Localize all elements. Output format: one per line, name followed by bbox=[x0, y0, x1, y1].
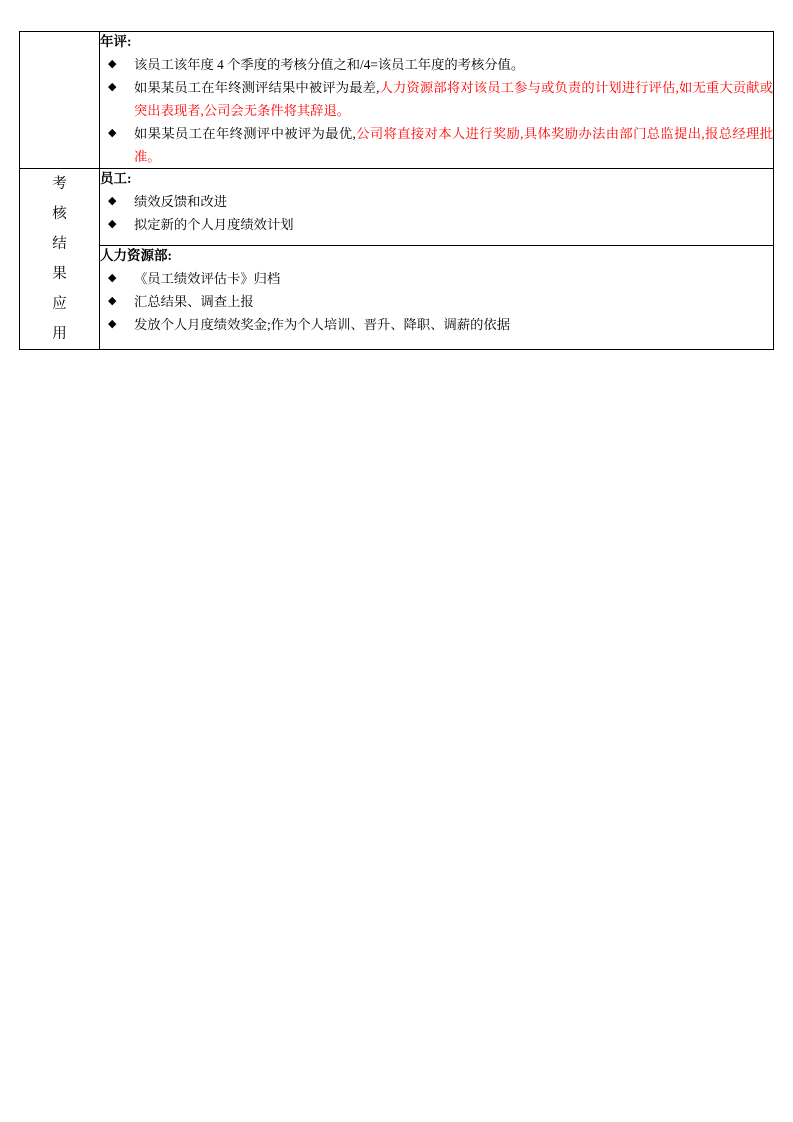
table-row-annual-review bbox=[20, 32, 774, 169]
list-item-text: 拟定新的个人月度绩效计划 bbox=[134, 217, 294, 232]
list-item-text: 发放个人月度绩效奖金;作为个人培训、晋升、降职、调薪的依据 bbox=[134, 317, 511, 333]
section-title-employee: 员工: bbox=[100, 171, 132, 186]
list-item bbox=[100, 267, 773, 290]
list-item bbox=[100, 76, 773, 122]
list-item bbox=[100, 122, 773, 168]
label-char: 应 bbox=[52, 296, 67, 312]
hr-department-cell bbox=[100, 246, 774, 350]
bullet-icon: ◆ bbox=[108, 81, 117, 93]
list-item-text-red: 公司将直接对本人进行奖励,具体奖励办法由部门总监提出,报总经理批准。 bbox=[134, 126, 774, 164]
bullet-icon: ◆ bbox=[108, 218, 117, 230]
hr-department-bullet-list bbox=[100, 267, 773, 336]
label-char: 考 bbox=[52, 176, 67, 192]
bullet-icon: ◆ bbox=[108, 295, 117, 308]
label-char: 果 bbox=[52, 266, 67, 282]
list-item-text-black: 如果某员工在年终测评结果中被评为最差, bbox=[134, 80, 380, 95]
list-item bbox=[100, 190, 773, 213]
table-row-hr-department bbox=[20, 246, 774, 350]
annual-review-bullet-list bbox=[100, 53, 773, 168]
list-item-text-red: 人力资源部将对该员工参与或负责的计划进行评估,如无重大贡献或突出表现者,公司会无条件将其辞退。 bbox=[134, 80, 774, 118]
empty-label-cell bbox=[20, 32, 100, 169]
section-title-hr-department: 人力资源部: bbox=[100, 248, 172, 264]
label-char: 核 bbox=[52, 206, 67, 222]
label-char: 结 bbox=[52, 236, 67, 252]
employee-cell bbox=[100, 169, 774, 246]
label-char: 用 bbox=[52, 326, 67, 342]
bullet-icon: ◆ bbox=[108, 127, 117, 139]
list-item bbox=[100, 313, 773, 336]
list-item bbox=[100, 213, 773, 236]
list-item-text: 该员工该年度 4 个季度的考核分值之和/4=该员工年度的考核分值。 bbox=[134, 57, 525, 72]
employee-bullet-list bbox=[100, 190, 773, 236]
list-item bbox=[100, 290, 773, 313]
table-row-employee bbox=[20, 169, 774, 246]
performance-result-table bbox=[19, 31, 774, 350]
list-item-text: 《员工绩效评估卡》归档 bbox=[134, 271, 281, 287]
list-item-text: 汇总结果、调查上报 bbox=[134, 294, 254, 310]
bullet-icon: ◆ bbox=[108, 195, 117, 207]
vertical-label-text bbox=[20, 169, 99, 349]
bullet-icon: ◆ bbox=[108, 318, 117, 331]
list-item-text-black: 如果某员工在年终测评中被评为最优, bbox=[134, 126, 356, 141]
list-item bbox=[100, 53, 773, 76]
list-item-text: 绩效反馈和改进 bbox=[134, 194, 228, 209]
row-label-performance-result-application bbox=[20, 169, 100, 350]
bullet-icon: ◆ bbox=[108, 58, 117, 70]
section-title-annual-review: 年评: bbox=[100, 34, 132, 49]
annual-review-cell bbox=[100, 32, 774, 169]
bullet-icon: ◆ bbox=[108, 272, 117, 285]
